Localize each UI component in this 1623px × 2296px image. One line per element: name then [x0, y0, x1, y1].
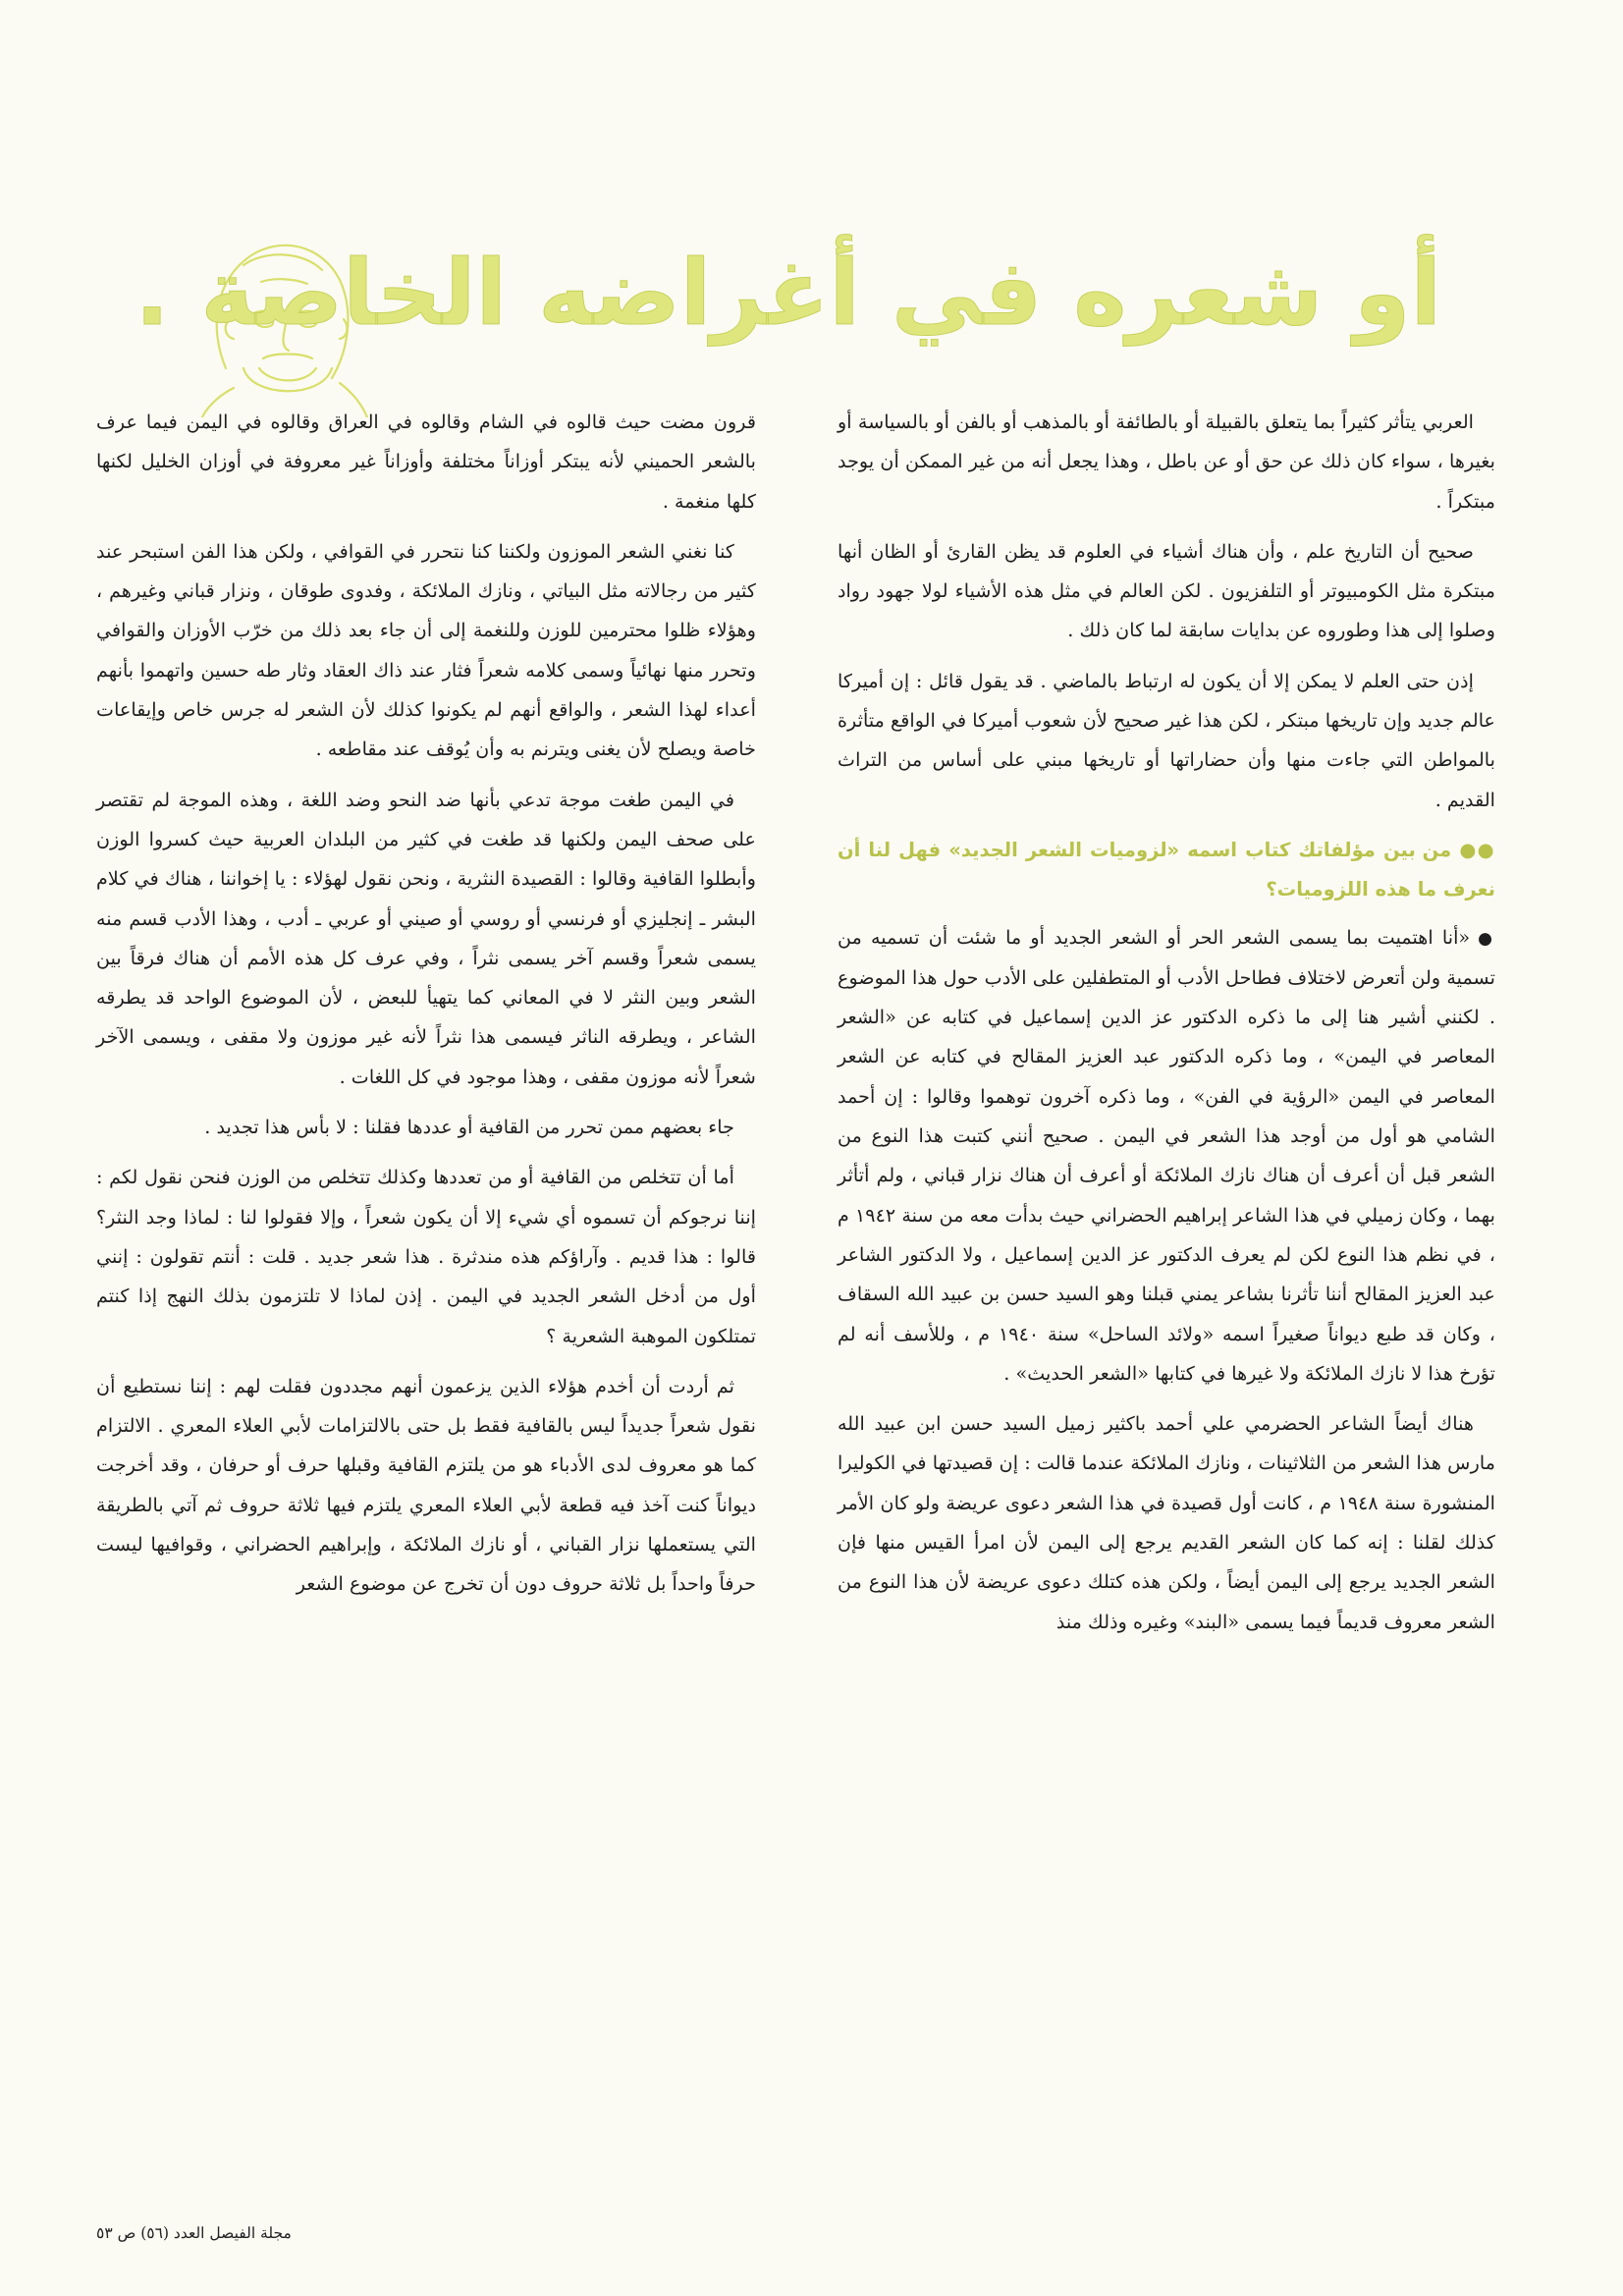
question-marker-icon: ●● [1459, 838, 1495, 861]
paragraph: هناك أيضاً الشاعر الحضرمي علي أحمد باكثير زميل السيد حسن ابن عبيد الله مارس هذا الشعر من الثلاثينات ، ونازك الملائكة عندما قالت : إن قصيدتها في الكوليرا المنشورة سنة ١٩٤٨ م ، كانت أول قصيدة في هذا الشعر دعوى عريضة ولو كان الأمر كذلك لقلنا : إنه كما كان الشعر القديم يرجع إلى اليمن لأن امرأ القيس منها فإن الشعر الجديد يرجع إلى اليمن أيضاً ، ولكن هذه كتلك دعوى عريضة لأن هذا النوع من الشعر معروف قديماً فيما يسمى «البند» وغيره وذلك منذ [838, 1412, 1496, 1633]
text-column-right [838, 403, 1495, 1653]
article-header [135, 221, 1451, 417]
text-column-left [96, 403, 756, 1615]
paragraph: كنا نغني الشعر الموزون ولكننا كنا نتحرر في القوافي ، ولكن هذا الفن استبحر عند كثير من رجالاته مثل البياتي ، ونازك الملائكة ، وفدوى طوقان ، ونزار قباني وغيرهم ، وهؤلاء ظلوا محترمين للوزن وللنغمة إلى أن جاء بعد ذلك من خرّب الأوزان والقوافي وتحرر منها نهائياً وسمى كلامه شعراً فثار عند ذاك العقاد وثار طه حسين واتهموا بأنهم أعداء لهذا الشعر ، والواقع أنهم لم يكونوا كذلك لأن الشعر له جرس خاص وإيقاعات خاصة ويصلح لأن يغنى ويترنم به وأن يُوقف عند مقاطعه . [96, 539, 757, 761]
bullet-icon: ● [1478, 928, 1495, 949]
interview-answer [838, 918, 1495, 1394]
paragraph: أما أن تتخلص من القافية أو من تعددها وكذلك تتخلص من الوزن فنحن نقول لكم : إننا نرجوكم أن تسموه أي شيء إلا أن يكون شعراً ، وإلا فقولوا لنا : لماذا وجد النثر؟ قالوا : هذا قديم . وآراؤكم هذه مندثرة . هذا شعر جديد . قلت : أنتم تقولون : إنني أول من أدخل الشعر الجديد في اليمن . إذن لماذا لا تلتزمون بذلك النهج إذا كنتم تمتلكون الموهبة الشعرية ؟ [96, 1166, 756, 1347]
paragraph: العربي يتأثر كثيراً بما يتعلق بالقبيلة أو بالطائفة أو بالمذهب أو بالفن أو بالسياسة أو بغيرها ، سواء كان ذلك عن حق أو عن باطل ، وهذا يجعل أنه من غير الممكن أن يوجد مبتكراً . [838, 410, 1495, 513]
paragraph: صحيح أن التاريخ علم ، وأن هناك أشياء في العلوم قد يظن القارئ أو الظان أنها مبتكرة مثل الكومبيوتر أو التلفزيون . لكن العالم في مثل هذه الأشياء لولا جهود رواد وصلوا إلى هذا وطوروه عن بدايات سابقة لما كان ذلك . [838, 539, 1495, 642]
paragraph: قرون مضت حيث قالوه في الشام وقالوه في العراق وقالوه في اليمن فيما عرف بالشعر الحميني لأنه يبتكر أوزاناً مختلفة وأوزاناً غير معروفة في أوزان الخليل لكنها كلها منغمة . [96, 410, 756, 513]
paragraph: ثم أردت أن أخدم هؤلاء الذين يزعمون أنهم مجددون فقلت لهم : إننا نستطيع أن نقول شعراً جديداً ليس بالقافية فقط بل حتى بالالتزامات لأبي العلاء المعري . الالتزام كما هو معروف لدى الأدباء هو من يلتزم القافية وقبلها حرف أو حرفان ، وقد أخرجت ديواناً كنت آخذ فيه قطعة لأبي العلاء المعري يلتزم فيها ثلاثة حروف ثم آتي بالطريقة التي يستعملها نزار القباني ، أو نازك الملائكة ، وإبراهيم الحضراني ، وقوافيها ليست حرفاً واحداً بل ثلاثة حروف دون أن تخرج عن موضوع الشعر [96, 1374, 756, 1596]
paragraph: جاء بعضهم ممن تحرر من القافية أو عددها فقلنا : لا بأس هذا تجديد . [204, 1116, 734, 1139]
paragraph: في اليمن طغت موجة تدعي بأنها ضد النحو وضد اللغة ، وهذه الموجة لم تقتصر على صحف اليمن ولكنها قد طغت في كثير من البلدان العربية حيث كسروا الوزن وأبطلوا القافية وقالوا : القصيدة النثرية ، ونحن نقول لهؤلاء : يا إخواننا ، هناك في كلام البشر ـ إنجليزي أو فرنسي أو روسي أو صيني أو عربي ـ أدب ، وهذا الأدب قسم منه يسمى شعراً وقسم آخر يسمى نثراً ، وفي عرف كل هذه الأمم أن هناك فرقاً بين الشعر وبين النثر لا في المعاني كما يتهيأ للبعض ، لأن الموضوع الواحد قد يطرقه الشاعر ، ويطرقه الناثر فيسمى هذا نثراً لأنه غير موزون ولا مقفى ، ويسمى الآخر شعراً لأنه موزون مقفى ، وهذا موجود في كل اللغات . [96, 788, 756, 1088]
article-title: أو شعره في أغراضه الخاصة . [135, 241, 1441, 346]
page-footer: مجلة الفيصل العدد (٥٦) ص ٥٣ [96, 2224, 292, 2242]
interview-question [838, 831, 1495, 910]
question-text: من بين مؤلفاتك كتاب اسمه «لزوميات الشعر الجديد» فهل لنا أن نعرف ما هذه اللزوميات؟ [838, 838, 1495, 902]
paragraph: إذن حتى العلم لا يمكن إلا أن يكون له ارتباط بالماضي . قد يقول قائل : إن أميركا عالم جديد وإن تاريخها مبتكر ، لكن هذا غير صحيح لأن شعوب أميركا في الواقع متأثرة بالمواطن التي جاءت منها وأن حضاراتها أو تاريخها مبني على أساس من التراث القديم . [838, 669, 1495, 811]
answer-text: «أنا اهتميت بما يسمى الشعر الحر أو الشعر الجديد أو ما شئت أن تسميه من تسمية ولن أتعرض لاختلاف فطاحل الأدب أو المتطفلين على الأدب حول هذا الموضوع . لكنني أشير هنا إلى ما ذكره الدكتور عز الدين إسماعيل في كتابه عن «الشعر المعاصر في اليمن» ، وما ذكره الدكتور عبد العزيز المقالح في كتابه عن الشعر المعاصر في اليمن «الرؤية في الفن» ، وما ذكره آخرون توهموا وقالوا : إن أحمد الشامي هو أول من أوجد هذا الشعر في اليمن . صحيح أنني كتبت هذا النوع من الشعر قبل أن أعرف أن هناك نازك الملائكة أو أعرف أن هناك نزار قباني ، ولم أتأثر بهما ، وكان زميلي في هذا الشاعر إبراهيم الحضراني حيث بدأت معه من سنة ١٩٤٢ م ، في نظم هذا النوع لكن لم يعرف الدكتور عز الدين إسماعيل ، ولا الدكتور الشاعر عبد العزيز المقالح أننا تأثرنا بشاعر يمني قبلنا وهو السيد حسن بن عبيد الله السقاف ، وكان قد طبع ديواناً صغيراً اسمه «ولائد الساحل» سنة ١٩٤٠ م ، وللأسف أنه لم تؤرخ هذا لا نازك الملائكة ولا غيرها في كتابها «الشعر الحديث» . [838, 925, 1495, 1385]
